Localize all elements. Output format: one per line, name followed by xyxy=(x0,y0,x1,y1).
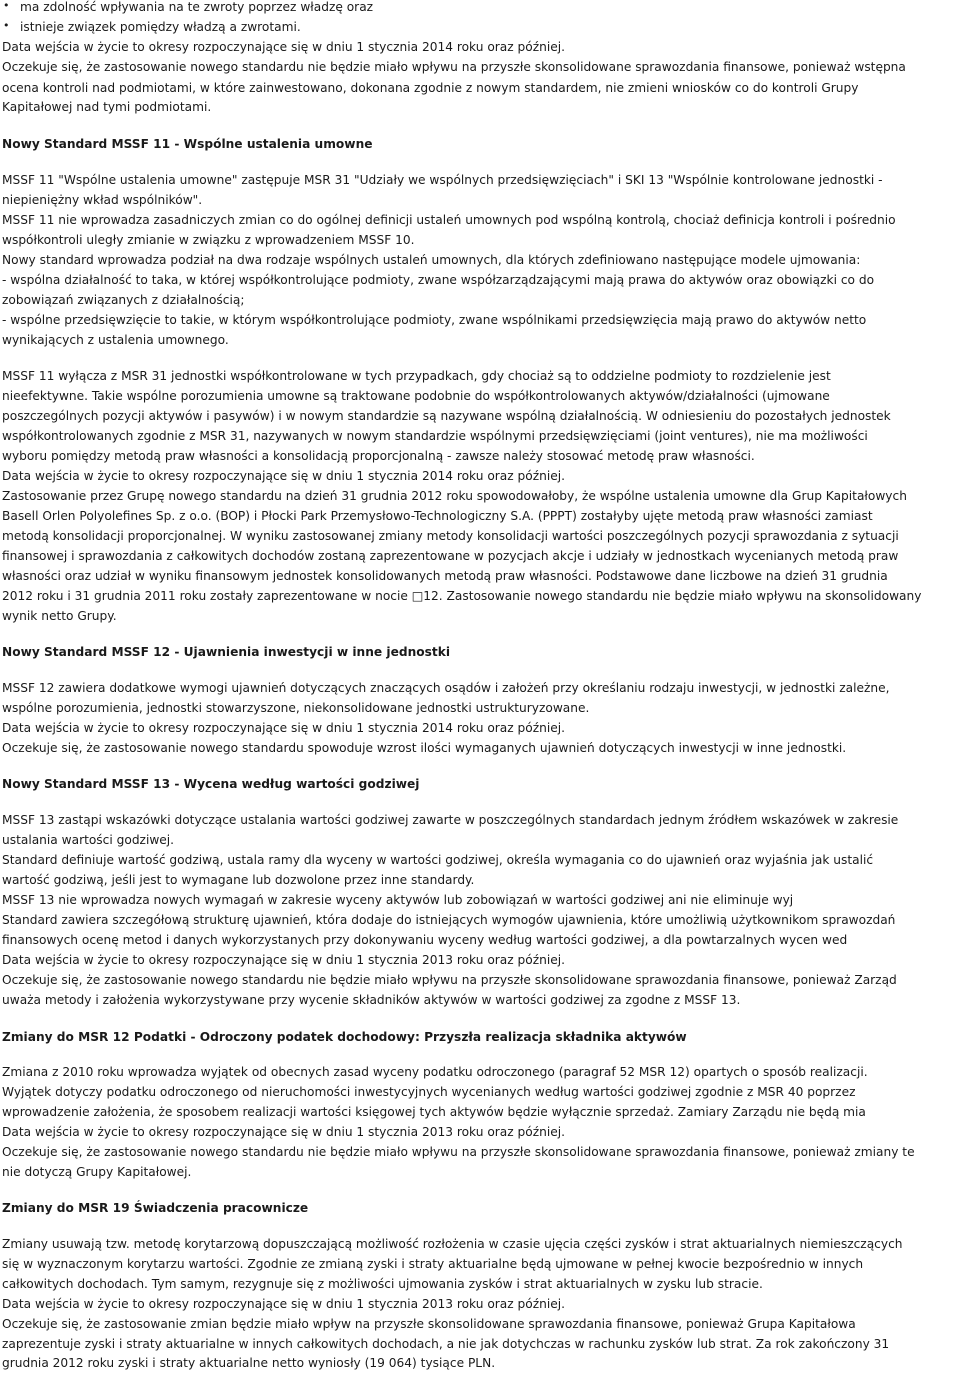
text-line: finansowych ocenę metod i danych wykorzystanych przy dokonywaniu wyceny według wartości godziwej, a dla powtarzalnych wycen wed xyxy=(2,933,848,947)
text-line: Data wejścia w życie to okresy rozpoczynające się w dniu 1 stycznia 2013 roku oraz później. xyxy=(2,1125,565,1139)
text-line: Data wejścia w życie to okresy rozpoczynające się w dniu 1 stycznia 2014 roku oraz później. xyxy=(2,469,565,483)
text-line: Zmiany usuwają tzw. metodę korytarzową dopuszczającą możliwość rozłożenia w czasie ujęcia części zysków i strat aktuarialnych niemieszczących xyxy=(2,1237,903,1251)
text-line: MSSF 11 "Wspólne ustalenia umowne" zastępuje MSR 31 "Udziały we wspólnych przedsięwzięciach" i SKI 13 "Wspólnie kontrolowane jednostki - xyxy=(2,173,883,187)
text-line: wprowadzenie założenia, że sposobem realizacji wartości księgowej tych aktywów będzie wyłącznie sprzedaż. Zamiary Zarządu nie będą mia xyxy=(2,1105,866,1119)
text-line: grudnia 2012 roku zyski i straty aktuarialne netto wyniosły (19 064) tysiące PLN. xyxy=(2,1356,496,1370)
text-line: Data wejścia w życie to okresy rozpoczynające się w dniu 1 stycznia 2014 roku oraz później. xyxy=(2,721,565,735)
text-line: wspólne porozumienia, jednostki stowarzyszone, niekonsolidowane jednostki ustrukturyzowane. xyxy=(2,701,590,715)
text-line: własności oraz udział w wyniku finansowym jednostek konsolidowanych metodą praw własności. Podstawowe dane liczbowe na dzień 31 grudnia xyxy=(2,569,888,583)
text-line: Standard zawiera szczegółową strukturę ujawnień, która dodaje do istniejących wymogów ujawnienia, które umożliwią użytkownikom sprawozdań xyxy=(2,913,896,927)
text-line: nieefektywne. Takie wspólne porozumienia umowne są traktowane podobnie do współkontrolowanych aktywów/działalności (ujmowane xyxy=(2,389,830,403)
text-line: Basell Orlen Polyolefines Sp. z o.o. (BOP) i Płocki Park Przemysłowo-Technologiczny S.A. (PPPT) zostałyby ujęte metodą praw własności zamiast xyxy=(2,509,873,523)
text-line: Zastosowanie przez Grupę nowego standardu na dzień 31 grudnia 2012 roku spowodowałoby, że wspólne ustalenia umowne dla Grup Kapitałowych xyxy=(2,489,907,503)
text-line: - wspólne przedsięwzięcie to takie, w którym współkontrolujące podmioty, zwane wspólnikami przedsięwzięcia mają prawo do aktywów netto xyxy=(2,313,867,327)
text-line: zaprezentuje zyski i straty aktuarialne w innych całkowitych dochodach, a nie jak dotychczas w rachunku zysków lub strat. Za rok zakończony 31 xyxy=(2,1337,890,1351)
text-line: metodą konsolidacji proporcjonalnej. W wyniku zastosowanej zmiany metody konsolidacji wartości poszczególnych pozycji sprawozdania z sytuacji xyxy=(2,529,899,543)
text-line: się w wyznaczonym korytarzu wartości. Zgodnie ze zmianą zyski i straty aktuarialne będą ujmowane w pełnej kwocie bezpośrednio w innych xyxy=(2,1257,864,1271)
bullet-icon: • xyxy=(3,0,10,12)
text-line: wynik netto Grupy. xyxy=(2,609,117,623)
text-line: Oczekuje się, że zastosowanie nowego standardu spowoduje wzrost ilości wymaganych ujawnień dotyczących inwestycji w inne jednostki. xyxy=(2,741,847,755)
text-line: finansowej i sprawozdania z całkowitych dochodów zostaną zaprezentowane w pozycjach akcje i udziały w jednostkach wycenianych metodą praw xyxy=(2,549,899,563)
text-line: zobowiązań związanych z działalnością; xyxy=(2,293,245,307)
text-line: ustalania wartości godziwej. xyxy=(2,833,175,847)
section-heading: Zmiany do MSR 12 Podatki - Odroczony podatek dochodowy: Przyszła realizacja składnika aktywów xyxy=(2,1030,687,1044)
text-line: Data wejścia w życie to okresy rozpoczynające się w dniu 1 stycznia 2013 roku oraz później. xyxy=(2,953,565,967)
text-line: Kapitałowej nad tymi podmiotami. xyxy=(2,100,212,114)
bullet-item: • ma zdolność wpływania na te zwroty poprzez władzę oraz xyxy=(20,0,373,17)
text-line: współkontroli uległy zmianie w związku z wprowadzeniem MSSF 10. xyxy=(2,233,415,247)
text-line: MSSF 11 nie wprowadza zasadniczych zmian co do ogólnej definicji ustaleń umownych pod wspólną kontrolą, chociaż definicja kontroli i pośrednio xyxy=(2,213,896,227)
text-line: Data wejścia w życie to okresy rozpoczynające się w dniu 1 stycznia 2014 roku oraz później. xyxy=(2,40,565,54)
text-line: - wspólna działalność to taka, w której współkontrolujące podmioty, zwane współzarządzającymi mają prawa do aktywów oraz obowiązki co do xyxy=(2,273,875,287)
text-line: Oczekuje się, że zastosowanie nowego standardu nie będzie miało wpływu na przyszłe skonsolidowane sprawozdania finansowe, ponieważ Zarząd xyxy=(2,973,897,987)
section-heading: Nowy Standard MSSF 12 - Ujawnienia inwestycji w inne jednostki xyxy=(2,645,451,659)
text-line: Standard definiuje wartość godziwą, ustala ramy dla wyceny w wartości godziwej, określa wymagania co do ujawnień oraz wyjaśnia jak ustalić xyxy=(2,853,874,867)
text-line: Zmiana z 2010 roku wprowadza wyjątek od obecnych zasad wyceny podatku odroczonego (paragraf 52 MSR 12) opartych o sposób realizacji. xyxy=(2,1065,868,1079)
text-line: niepieniężny wkład wspólników". xyxy=(2,193,203,207)
text-line: współkontrolowanych zgodnie z MSR 31, nazywanych w nowym standardzie wspólnymi przedsięwzięciami (joint ventures), nie ma możliwości xyxy=(2,429,868,443)
text-line: uważa metody i założenia wykorzystywane przy wycenie składników aktywów w wartości godziwej za zgodne z MSSF 13. xyxy=(2,993,741,1007)
text-line: ocena kontroli nad podmiotami, w które zainwestowano, dokonana zgodnie z nowym standardem, nie zmieni wniosków co do kontroli Grupy xyxy=(2,81,859,95)
text-line: wynikających z ustalenia umownego. xyxy=(2,333,229,347)
text-line: całkowitych dochodach. Tym samym, rezygnuje się z możliwości ujmowania zysków i strat aktuarialnych w zysku lub stracie. xyxy=(2,1277,763,1291)
bullet-item: • istnieje związek pomiędzy władzą a zwrotami. xyxy=(20,17,301,37)
text-line: wartość godziwą, jeśli jest to wymagane lub dozwolone przez inne standardy. xyxy=(2,873,475,887)
text-line: MSSF 11 wyłącza z MSR 31 jednostki współkontrolowane w tych przypadkach, gdy chociaż są to oddzielne podmioty to rozdzielenie jest xyxy=(2,369,831,383)
text-line: Oczekuje się, że zastosowanie zmian będzie miało wpływ na przyszłe skonsolidowane sprawozdania finansowe, ponieważ Grupa Kapitałowa xyxy=(2,1317,856,1331)
text-line: Data wejścia w życie to okresy rozpoczynające się w dniu 1 stycznia 2013 roku oraz później. xyxy=(2,1297,565,1311)
text-line: MSSF 13 nie wprowadza nowych wymagań w zakresie wyceny aktywów lub zobowiązań w wartości godziwej ani nie eliminuje wyj xyxy=(2,893,794,907)
text-line: 2012 roku i 31 grudnia 2011 roku zostały zaprezentowane w nocie □12. Zastosowanie nowego standardu nie będzie miało wpływu na skonsolidowany xyxy=(2,589,922,603)
text-line: Oczekuje się, że zastosowanie nowego standardu nie będzie miało wpływu na przyszłe skonsolidowane sprawozdania finansowe, ponieważ wstępna xyxy=(2,60,906,74)
text-line: poszczególnych pozycji aktywów i pasywów) i w nowym standardzie są nazywane wspólną działalnością. W odniesieniu do pozostałych jednostek xyxy=(2,409,891,423)
text-line: Oczekuje się, że zastosowanie nowego standardu nie będzie miało wpływu na przyszłe skonsolidowane sprawozdania finansowe, ponieważ zmiany te xyxy=(2,1145,915,1159)
text-line: MSSF 13 zastąpi wskazówki dotyczące ustalania wartości godziwej zawarte w poszczególnych standardach jednym źródłem wskazówek w zakresie xyxy=(2,813,899,827)
section-heading: Zmiany do MSR 19 Świadczenia pracownicze xyxy=(2,1201,309,1215)
text-line: MSSF 12 zawiera dodatkowe wymogi ujawnień dotyczących znaczących osądów i założeń przy określaniu rodzaju inwestycji, w jednostki zależne, xyxy=(2,681,890,695)
bullet-icon: • xyxy=(3,19,10,32)
section-heading: Nowy Standard MSSF 11 - Wspólne ustalenia umowne xyxy=(2,137,373,151)
text-line: nie dotyczą Grupy Kapitałowej. xyxy=(2,1165,192,1179)
text-line: Nowy standard wprowadza podział na dwa rodzaje wspólnych ustaleń umownych, dla których zdefiniowano następujące modele ujmowania: xyxy=(2,253,861,267)
section-heading: Nowy Standard MSSF 13 - Wycena według wartości godziwej xyxy=(2,777,420,791)
text-line: Wyjątek dotyczy podatku odroczonego od nieruchomości inwestycyjnych wycenianych według wartości godziwej zgodnie z MSR 40 poprzez xyxy=(2,1085,856,1099)
text-line: wyboru pomiędzy metodą praw własności a konsolidacją proporcjonalną - zawsze należy stosować metodę praw własności. xyxy=(2,449,755,463)
